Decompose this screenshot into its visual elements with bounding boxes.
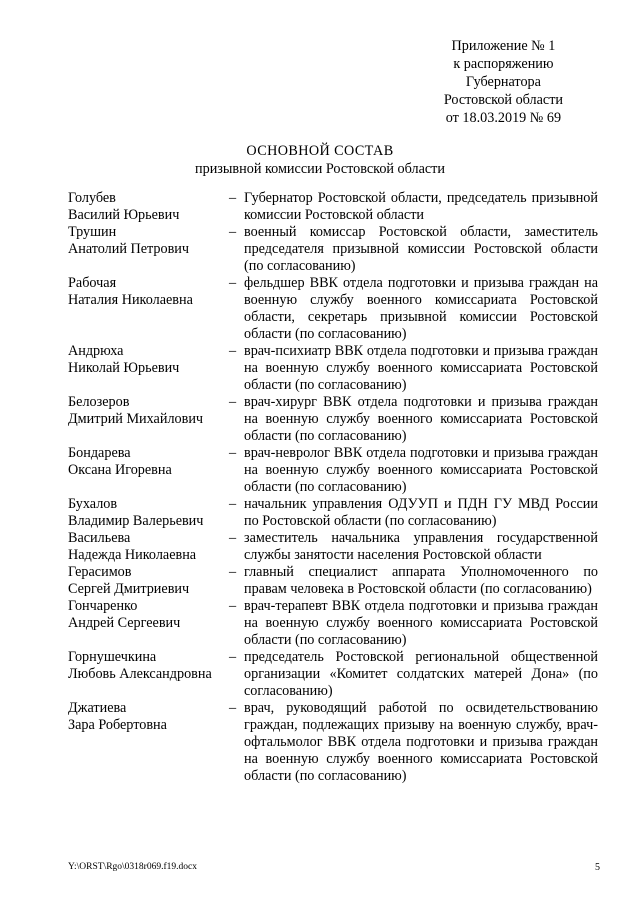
member-surname: Горнушечкина [68, 649, 157, 665]
member-role: врач-хирург ВВК отдела подготовки и призыва граждан на военную службу военного комиссариата Ростовской области (по согласованию) [244, 394, 598, 444]
member-given-names: Василий Юрьевич [68, 207, 180, 223]
title-sub: призывной комиссии Ростовской области [195, 161, 445, 177]
member-given-names: Наталия Николаевна [68, 292, 193, 308]
member-row [68, 530, 598, 564]
member-role: фельдшер ВВК отдела подготовки и призыва граждан на военную службу военного комиссариата Ростовской области, секретарь призывной комиссии Ростовской области (по согласованию) [244, 275, 598, 342]
member-row [68, 649, 598, 700]
member-role: врач-психиатр ВВК отдела подготовки и призыва граждан на военную службу военного комиссариата Ростовской области (по согласованию) [244, 343, 598, 393]
title-main: ОСНОВНОЙ СОСТАВ [246, 143, 394, 159]
member-name [68, 445, 229, 496]
members-list [68, 190, 598, 785]
member-name [68, 700, 229, 785]
member-dash: – [229, 190, 237, 206]
member-role: врач-невролог ВВК отдела подготовки и призыва граждан на военную службу военного комиссариата Ростовской области (по согласованию) [244, 445, 598, 495]
member-surname: Трушин [68, 224, 117, 240]
member-row [68, 700, 598, 785]
member-name [68, 649, 229, 700]
member-surname: Бухалов [68, 496, 118, 512]
member-surname: Джатиева [68, 700, 127, 716]
member-surname: Васильева [68, 530, 131, 546]
member-row [68, 564, 598, 598]
member-surname: Андрюха [68, 343, 124, 359]
member-role: военный комиссар Ростовской области, заместитель председателя призывной комиссии Ростовской области (по согласованию) [244, 224, 598, 274]
member-name [68, 343, 229, 394]
member-dash: – [229, 224, 237, 240]
member-name [68, 275, 229, 343]
member-given-names: Андрей Сергеевич [68, 615, 181, 631]
member-role: начальник управления ОДУУП и ПДН ГУ МВД России по Ростовской области (по согласованию) [244, 496, 598, 529]
member-surname: Бондарева [68, 445, 131, 461]
appendix-line-4: Ростовской области [443, 92, 563, 108]
member-dash: – [229, 530, 237, 546]
member-given-names: Николай Юрьевич [68, 360, 180, 376]
appendix-line-5: от 18.03.2019 № 69 [445, 110, 562, 126]
member-dash: – [229, 275, 237, 291]
appendix-line-1: Приложение № 1 [451, 38, 556, 54]
member-dash: – [229, 564, 237, 580]
member-given-names: Зара Робертовна [68, 717, 167, 733]
footer-file-path: Y:\ORST\Rgo\0318r069.f19.docx [68, 862, 197, 872]
member-role: врач, руководящий работой по освидетельствованию граждан, подлежащих призыву на военную службу, врач-офтальмолог ВВК отдела подготовки и призыва граждан на военную службу военного комиссариата Ростовской области (по согласованию) [244, 700, 598, 784]
member-dash: – [229, 343, 237, 359]
member-given-names: Надежда Николаевна [68, 547, 197, 563]
member-given-names: Анатолий Петрович [68, 241, 190, 257]
member-role: председатель Ростовской региональной общественной организации «Комитет солдатских матерей Дона» (по согласованию) [244, 649, 598, 699]
member-name [68, 190, 229, 224]
member-given-names: Владимир Валерьевич [68, 513, 204, 529]
member-dash: – [229, 496, 237, 512]
member-given-names: Оксана Игоревна [68, 462, 172, 478]
member-role: заместитель начальника управления государственной службы занятости населения Ростовской области [244, 530, 598, 563]
member-surname: Герасимов [68, 564, 132, 580]
member-name [68, 530, 229, 564]
appendix-header [444, 37, 563, 127]
member-name [68, 598, 229, 649]
member-dash: – [229, 394, 237, 410]
member-role: врач-терапевт ВВК отдела подготовки и призыва граждан на военную службу военного комиссариата Ростовской области (по согласованию) [244, 598, 598, 648]
appendix-line-3: Губернатора [465, 74, 541, 90]
member-dash: – [229, 445, 237, 461]
member-given-names: Любовь Александровна [68, 666, 212, 682]
member-given-names: Сергей Дмитриевич [68, 581, 190, 597]
member-surname: Голубев [68, 190, 116, 206]
member-row [68, 190, 598, 224]
appendix-line-2: к распоряжению [453, 56, 554, 72]
member-surname: Рабочая [68, 275, 117, 291]
member-row [68, 224, 598, 275]
member-dash: – [229, 700, 237, 716]
member-row [68, 445, 598, 496]
member-role: главный специалист аппарата Уполномоченного по правам человека в Ростовской области (по согласованию) [244, 564, 598, 597]
member-dash: – [229, 649, 237, 665]
member-row [68, 275, 598, 343]
member-name [68, 224, 229, 275]
member-name [68, 496, 229, 530]
member-row [68, 394, 598, 445]
member-row [68, 496, 598, 530]
page-number: 5 [595, 862, 600, 873]
member-given-names: Дмитрий Михайлович [68, 411, 204, 427]
member-role: Губернатор Ростовской области, председатель призывной комиссии Ростовской области [244, 190, 598, 223]
member-name [68, 564, 229, 598]
member-surname: Белозеров [68, 394, 130, 410]
document-title [0, 142, 640, 178]
member-surname: Гончаренко [68, 598, 138, 614]
member-row [68, 343, 598, 394]
member-row [68, 598, 598, 649]
member-name [68, 394, 229, 445]
member-dash: – [229, 598, 237, 614]
